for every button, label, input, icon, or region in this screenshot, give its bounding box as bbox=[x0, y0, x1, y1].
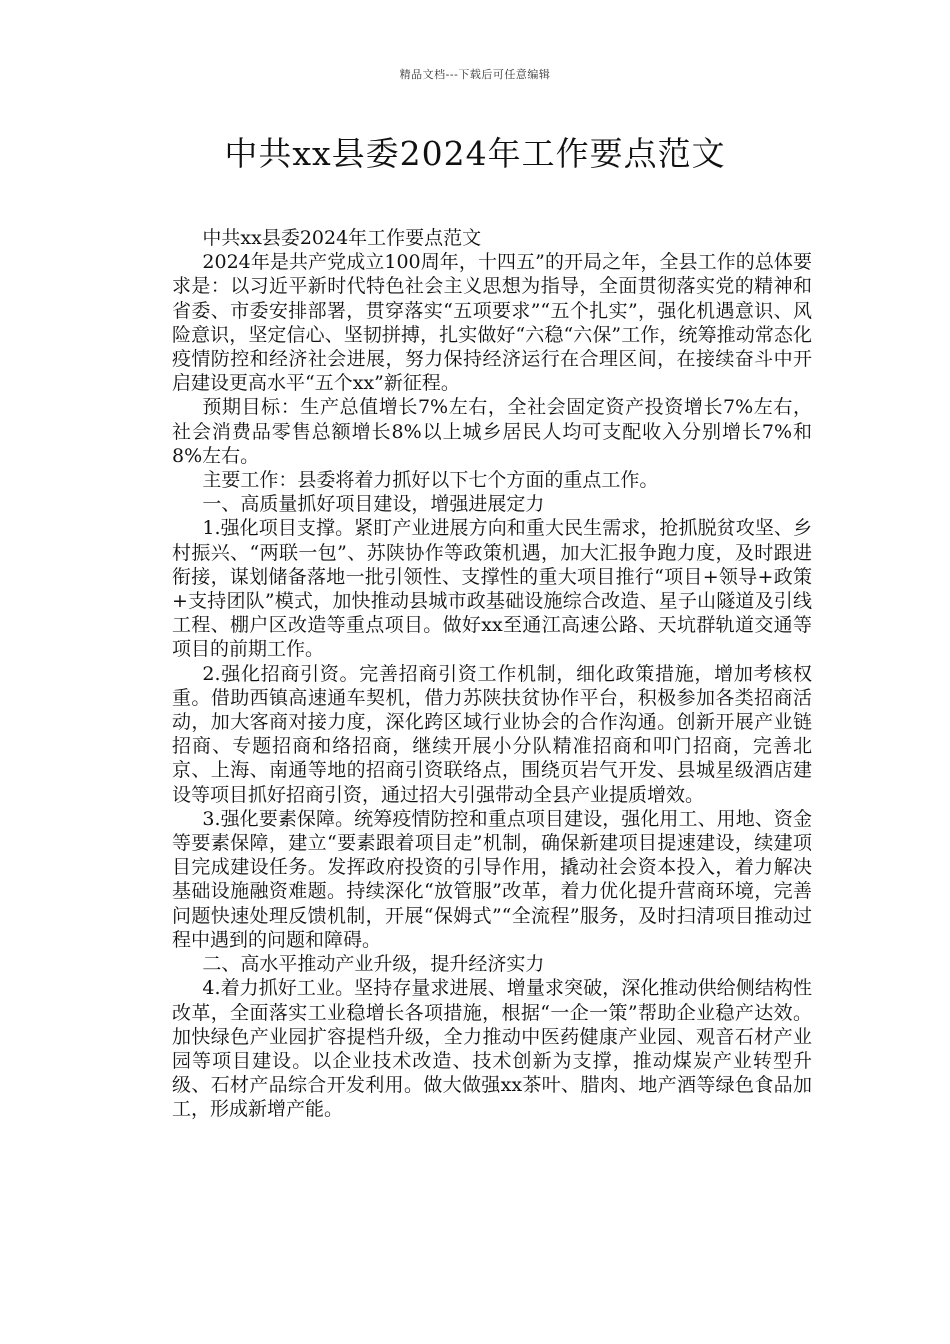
paragraph-item-3: 3.强化要素保障。统筹疫情防控和重点项目建设，强化用工、用地、资金等要素保障，建立“要素跟着项目走”机制，确保新建项目提速建设，续建项目完成建设任务。发挥政府投资的引导作用，撬动社会资本投入，着力解决基础设施融资难题。持续深化“放管服”改革，着力优化提升营商环境，完善问题快速处理反馈机制，开展“保姆式”“全流程”服务，及时扫清项目推动过程中遇到的问题和障碍。 bbox=[172, 807, 812, 951]
paragraph-item-1: 1.强化项目支撑。紧盯产业进展方向和重大民生需求，抢抓脱贫攻坚、乡村振兴、“两联一包”、苏陕协作等政策机遇，加大汇报争跑力度，及时跟进衔接，谋划储备落地一批引领性、支撑性的重大项目推行“项目+领导+政策+支持团队”模式，加快推动县城市政基础设施综合改造、星子山隧道及引线工程、棚户区改造等重点项目。做好xx至通江高速公路、天坑群轨道交通等项目的前期工作。 bbox=[172, 517, 812, 661]
document-title: 中共xx县委2024年工作要点范文 bbox=[224, 134, 726, 173]
header-note: 精品文档---下载后可任意编辑 bbox=[399, 68, 551, 81]
paragraph-item-4: 4.着力抓好工业。坚持存量求进展、增量求突破，深化推动供给侧结构性改革，全面落实工业稳增长各项措施，根据“一企一策”帮助企业稳产达效。加快绿色产业园扩容提档升级，全力推动中医药健康产业园、观音石材产业园等项目建设。以企业技术改造、技术创新为支撑，推动煤炭产业转型升级、石材产品综合开发利用。做大做强xx茶叶、腊肉、地产酒等绿色食品加工，形成新增产能。 bbox=[172, 977, 812, 1121]
paragraph-targets: 预期目标：生产总值增长7%左右，全社会固定资产投资增长7%左右，社会消费品零售总额增长8%以上城乡居民人均可支配收入分别增长7%和8%左右。 bbox=[172, 396, 812, 467]
paragraph-main-work: 主要工作：县委将着力抓好以下七个方面的重点工作。 bbox=[202, 469, 659, 492]
section-heading-1: 一、高质量抓好项目建设，增强进展定力 bbox=[202, 493, 545, 516]
paragraph-overview: 2024年是共产党成立100周年，十四五”的开局之年，全县工作的总体要求是：以习近平新时代特色社会主义思想为指导，全面贯彻落实党的精神和省委、市委安排部署，贯穿落实“五项要求”“五个扎实”，强化机遇意识、风险意识，坚定信心、坚韧拼搏，扎实做好“六稳“六保”工作，统筹推动常态化疫情防控和经济社会进展，努力保持经济运行在合理区间，在接续奋斗中开启建设更高水平“五个xx”新征程。 bbox=[172, 251, 812, 395]
section-heading-2: 二、高水平推动产业升级，提升经济实力 bbox=[202, 953, 545, 976]
body-subtitle: 中共xx县委2024年工作要点范文 bbox=[202, 227, 482, 249]
paragraph-item-2: 2.强化招商引资。完善招商引资工作机制，细化政策措施，增加考核权重。借助西镇高速通车契机，借力苏陕扶贫协作平台，积极参加各类招商活动，加大客商对接力度，深化跨区域行业协会的合作沟通。创新开展产业链招商、专题招商和络招商，继续开展小分队精准招商和叩门招商，完善北京、上海、南通等地的招商引资联络点，围绕页岩气开发、县城星级酒店建设等项目抓好招商引资，通过招大引强带动全县产业提质增效。 bbox=[172, 662, 812, 806]
document-body bbox=[172, 226, 812, 1122]
